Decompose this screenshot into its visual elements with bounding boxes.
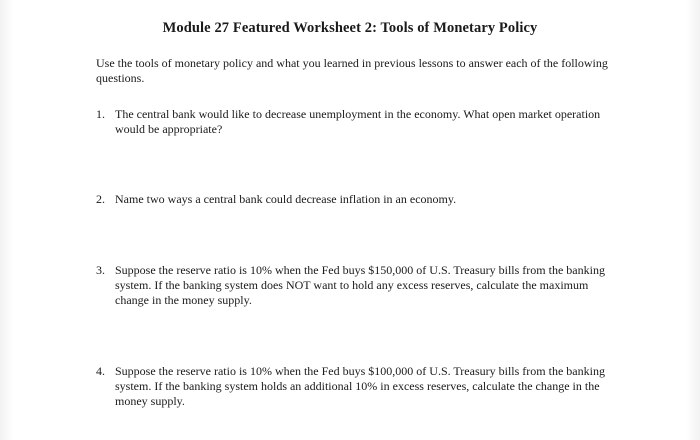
question-number: 2. [96,192,105,206]
question-text: Suppose the reserve ratio is 10% when the Fed buys $100,000 of U.S. Treasury bills from the banking system. If the banking system holds an additional 10% in excess reserves, calculate the change in the money supply. [115,364,605,408]
question-text: The central bank would like to decrease unemployment in the economy. What open market operation would be appropriate? [115,107,601,136]
question-number: 3. [96,263,105,277]
question-item [96,263,616,308]
question-number: 4. [96,364,105,378]
instructions-text: Use the tools of monetary policy and what you learned in previous lessons to answer each of the following questions. [96,56,608,85]
question-item [96,192,616,207]
question-text: Suppose the reserve ratio is 10% when the Fed buys $150,000 of U.S. Treasury bills from the banking system. If the banking system does NOT want to hold any excess reserves, calculate the maximum change in the money supply. [115,263,605,307]
worksheet-title: Module 27 Featured Worksheet 2: Tools of Monetary Policy [162,20,538,36]
question-text: Name two ways a central bank could decrease inflation in an economy. [115,192,457,206]
question-number: 1. [96,107,105,121]
question-item [96,364,616,409]
question-item [96,107,616,137]
